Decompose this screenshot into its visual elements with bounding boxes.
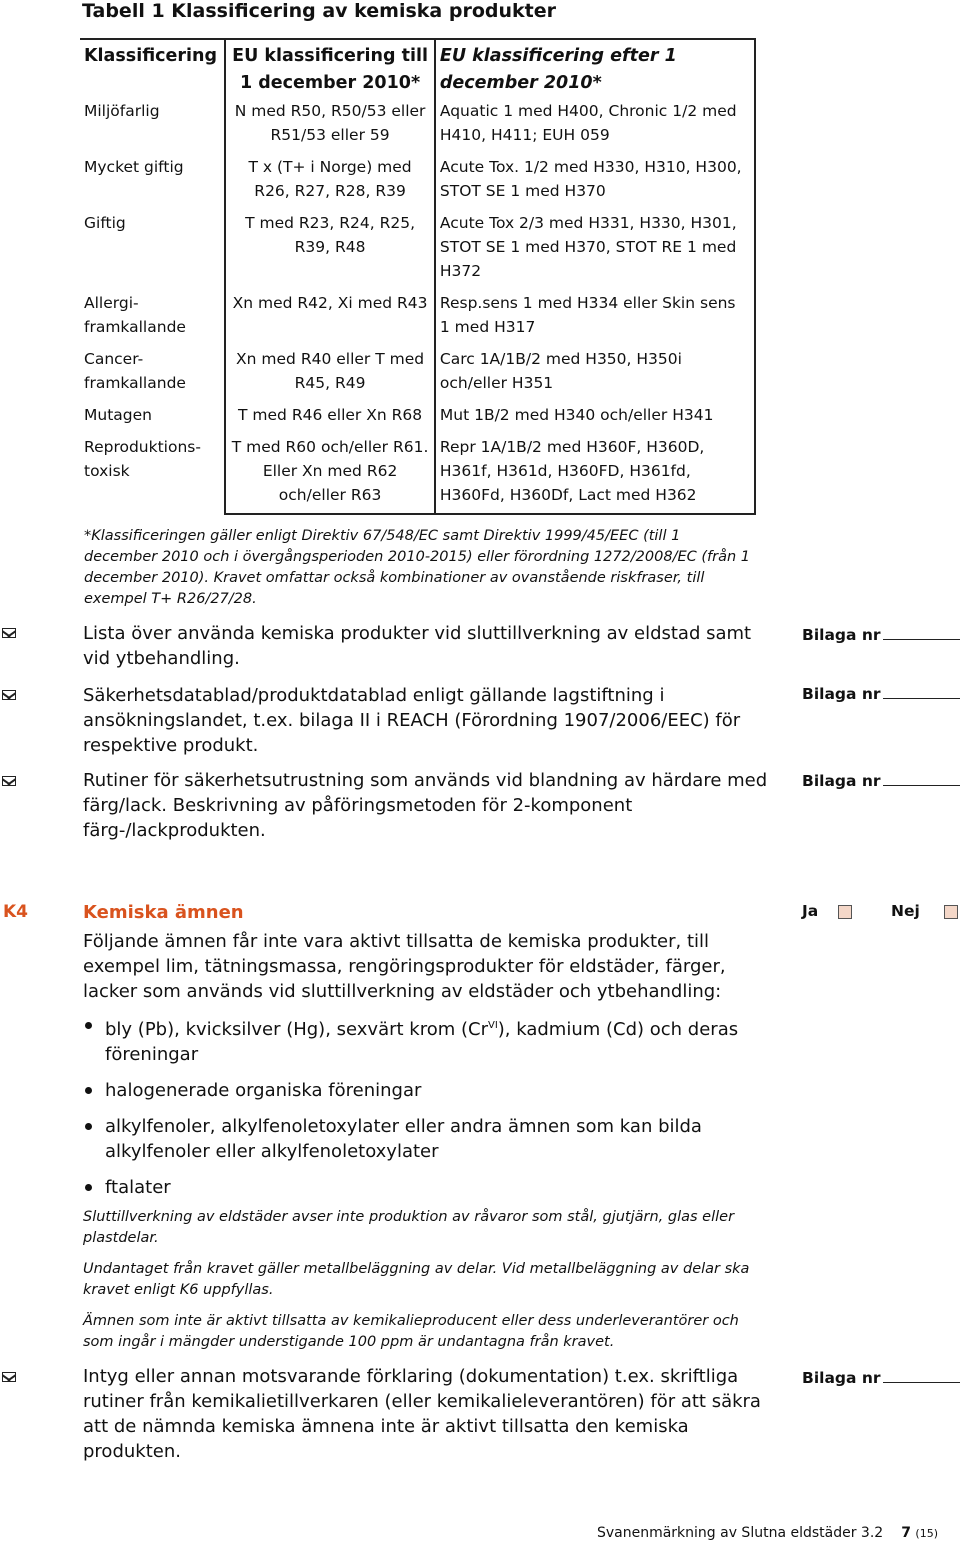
- bilaga-label: Bilaga nr: [802, 626, 881, 644]
- table-cell: Reproduktions-toxisk: [84, 438, 201, 480]
- table-footnote: *Klassificeringen gäller enligt Direktiv 67/548/EC samt Direktiv 1999/45/EEC (till 1 december 2010 och i övergångsperioden 2010-2015) eller förordning 1272/2008/EC (från 1 december 2010). Kravet omfattar också kombinationer av ovanstående riskfraser, till exempel T+ R26/27/28.: [84, 528, 750, 607]
- ja-label: Ja: [802, 902, 819, 920]
- table-cell: Giftig: [84, 214, 126, 232]
- bilaga-field[interactable]: [802, 625, 960, 644]
- table-cell: T x (T+ i Norge) med R26, R27, R28, R39: [225, 153, 435, 209]
- section-note: Undantaget från kravet gäller metallbeläggning av delar. Vid metallbeläggning av delar ska kravet enligt K6 uppfyllas.: [83, 1261, 750, 1298]
- bilaga-label: Bilaga nr: [802, 1369, 881, 1387]
- table-cell: Xn med R40 eller T med R45, R49: [225, 345, 435, 401]
- requirement-text: Lista över använda kemiska produkter vid sluttillverkning av eldstad samt vid ytbehandling.: [83, 623, 752, 669]
- table-row: [80, 433, 755, 514]
- envelope-icon: [2, 1372, 16, 1382]
- page-total: (15): [915, 1527, 938, 1540]
- table-header-row: [80, 39, 755, 97]
- table-cell: Acute Tox. 1/2 med H330, H310, H300, STOT SE 1 med H370: [435, 153, 755, 209]
- bilaga-field[interactable]: [802, 771, 960, 790]
- table-cell: Mycket giftig: [84, 158, 184, 176]
- section-code: K4: [3, 902, 29, 922]
- section-note: Sluttillverkning av eldstäder avser inte produktion av råvaror som stål, gjutjärn, glas eller plastdelar.: [83, 1209, 735, 1246]
- table-cell: Aquatic 1 med H400, Chronic 1/2 med H410, H411; EUH 059: [435, 97, 755, 153]
- table-cell: Mut 1B/2 med H340 och/eller H341: [435, 401, 755, 433]
- bilaga-label: Bilaga nr: [802, 685, 881, 703]
- bilaga-field[interactable]: [802, 684, 960, 703]
- envelope-icon: [2, 690, 16, 700]
- table-row: [80, 345, 755, 401]
- table-cell: Acute Tox 2/3 med H331, H330, H301, STOT SE 1 med H370, STOT RE 1 med H372: [435, 209, 755, 289]
- list-item-text: bly (Pb), kvicksilver (Hg), sexvärt krom (Cr: [105, 1019, 488, 1040]
- table-row: [80, 209, 755, 289]
- superscript: VI: [487, 1020, 498, 1031]
- bilaga-input-line[interactable]: [883, 771, 960, 786]
- requirement-text: Rutiner för säkerhetsutrustning som används vid blandning av härdare med färg/lack. Beskrivning av påföringsmetoden för 2-komponent färg-/lackprodukten.: [83, 770, 768, 841]
- requirement-text: Säkerhetsdatablad/produktdatablad enligt gällande lagstiftning i ansökningslandet, t.ex. bilaga II i REACH (Förordning 1907/2006/EEC) för respektive produkt.: [83, 685, 741, 756]
- list-item-text: ), kadmium (Cd) och deras föreningar: [105, 1019, 739, 1065]
- table-cell: T med R23, R24, R25, R39, R48: [225, 209, 435, 289]
- list-item: ftalater: [83, 1175, 743, 1200]
- list-item: [83, 1013, 743, 1067]
- envelope-icon: [2, 776, 16, 786]
- table-row: [80, 289, 755, 345]
- table-header-cell: EU klassificering till 1 december 2010*: [225, 39, 435, 97]
- table-cell: Cancer-framkallande: [84, 350, 186, 392]
- bilaga-label: Bilaga nr: [802, 772, 881, 790]
- ja-checkbox[interactable]: [838, 905, 852, 919]
- table-cell: N med R50, R50/53 eller R51/53 eller 59: [225, 97, 435, 153]
- page-footer: [597, 1525, 938, 1541]
- section-title: Kemiska ämnen: [83, 902, 244, 923]
- table-cell: Repr 1A/1B/2 med H360F, H360D, H361f, H361d, H360FD, H361fd, H360Fd, H360Df, Lact med H362: [435, 433, 755, 514]
- table-row: [80, 153, 755, 209]
- substance-list: [83, 1013, 743, 1211]
- nej-checkbox[interactable]: [944, 905, 958, 919]
- table-cell: Allergi-framkallande: [84, 294, 186, 336]
- classification-table: [80, 38, 756, 515]
- table-cell: Carc 1A/1B/2 med H350, H350i och/eller H351: [435, 345, 755, 401]
- page-number: 7: [901, 1525, 911, 1541]
- document-name: Svanenmärkning av Slutna eldstäder 3.2: [596, 1525, 884, 1541]
- table-cell: Miljöfarlig: [84, 102, 160, 120]
- table-row: [80, 97, 755, 153]
- table-header-cell: Klassificering: [80, 39, 225, 97]
- table-title: Tabell 1 Klassificering av kemiska produkter: [82, 0, 556, 22]
- table-cell: Mutagen: [84, 406, 152, 424]
- section-intro: Följande ämnen får inte vara aktivt tillsatta de kemiska produkter, till exempel lim, tätningsmassa, rengöringsprodukter för eldstäder, färger, lacker som används vid sluttillverkning av eldstäder och ytbehandling:: [83, 931, 726, 1002]
- section-note: Ämnen som inte är aktivt tillsatta av kemikalieproducent eller dess underleverantörer och som ingår i mängder understigande 100 ppm är undantagna från kravet.: [83, 1313, 739, 1350]
- bilaga-input-line[interactable]: [883, 625, 960, 640]
- table-cell: T med R46 eller Xn R68: [225, 401, 435, 433]
- table-cell: Xn med R42, Xi med R43: [225, 289, 435, 345]
- table-row: [80, 401, 755, 433]
- envelope-icon: [2, 628, 16, 638]
- list-item: alkylfenoler, alkylfenoletoxylater eller andra ämnen som kan bilda alkylfenoler eller alkylfenoletoxylater: [83, 1114, 743, 1164]
- requirement-text: Intyg eller annan motsvarande förklaring (dokumentation) t.ex. skriftliga rutiner från kemikalietillverkaren (eller kemikalieleverantören) för att säkra att de nämnda kemiska ämnena inte är aktivt tillsatta den kemiska produkten.: [83, 1366, 761, 1462]
- bilaga-field[interactable]: [802, 1368, 960, 1387]
- bilaga-input-line[interactable]: [883, 1368, 960, 1383]
- bilaga-input-line[interactable]: [883, 684, 960, 699]
- table-cell: Resp.sens 1 med H334 eller Skin sens 1 med H317: [435, 289, 755, 345]
- list-item: halogenerade organiska föreningar: [83, 1078, 743, 1103]
- table-header-cell: EU klassificering efter 1 december 2010*: [435, 39, 755, 97]
- table-cell: T med R60 och/eller R61. Eller Xn med R62 och/eller R63: [225, 433, 435, 514]
- nej-label: Nej: [891, 902, 920, 920]
